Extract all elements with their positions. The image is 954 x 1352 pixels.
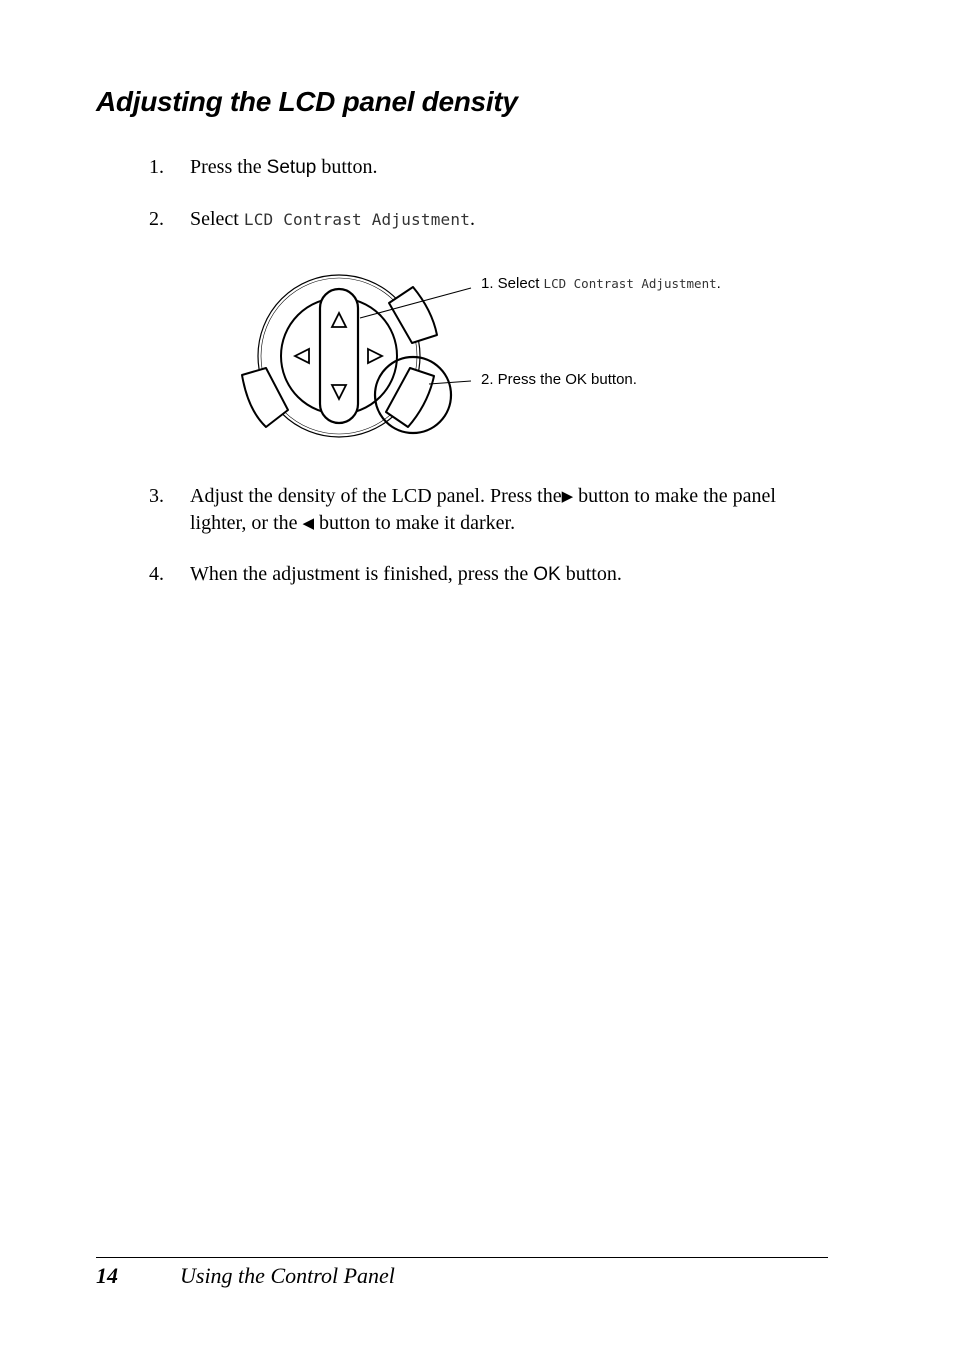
setup-key-label: Setup bbox=[266, 157, 317, 178]
step-number: 1. bbox=[149, 156, 164, 178]
callout-1: 1. Select LCD Contrast Adjustment. bbox=[481, 275, 721, 292]
up-down-capsule bbox=[320, 289, 358, 423]
footer-rule bbox=[96, 1257, 828, 1258]
left-triangle-icon: ◀ bbox=[302, 514, 315, 532]
left-side-button bbox=[242, 368, 288, 427]
right-triangle-icon: ▶ bbox=[561, 487, 574, 505]
control-panel-diagram bbox=[0, 0, 954, 470]
top-right-button bbox=[389, 287, 437, 343]
step-text: Press the Setup button. bbox=[190, 156, 378, 178]
step-number: 3. bbox=[149, 485, 164, 507]
step-text: When the adjustment is finished, press the OK button. bbox=[190, 563, 622, 585]
callout-2: 2. Press the OK button. bbox=[481, 371, 637, 388]
step-text: Select LCD Contrast Adjustment. bbox=[190, 208, 476, 230]
menu-item-label: LCD Contrast Adjustment bbox=[243, 210, 471, 229]
step-number: 2. bbox=[149, 208, 164, 230]
page-number: 14 bbox=[96, 1263, 118, 1288]
callout-menu-item: LCD Contrast Adjustment bbox=[543, 276, 717, 291]
page-heading: Adjusting the LCD panel density bbox=[96, 86, 518, 117]
step-number: 4. bbox=[149, 563, 164, 585]
step-text: Adjust the density of the LCD panel. Press the▶ button to make the panel lighter, or the ◀ button to make it darker. bbox=[190, 485, 776, 534]
ok-key-label: OK bbox=[533, 564, 561, 585]
footer-section-title: Using the Control Panel bbox=[180, 1263, 395, 1288]
